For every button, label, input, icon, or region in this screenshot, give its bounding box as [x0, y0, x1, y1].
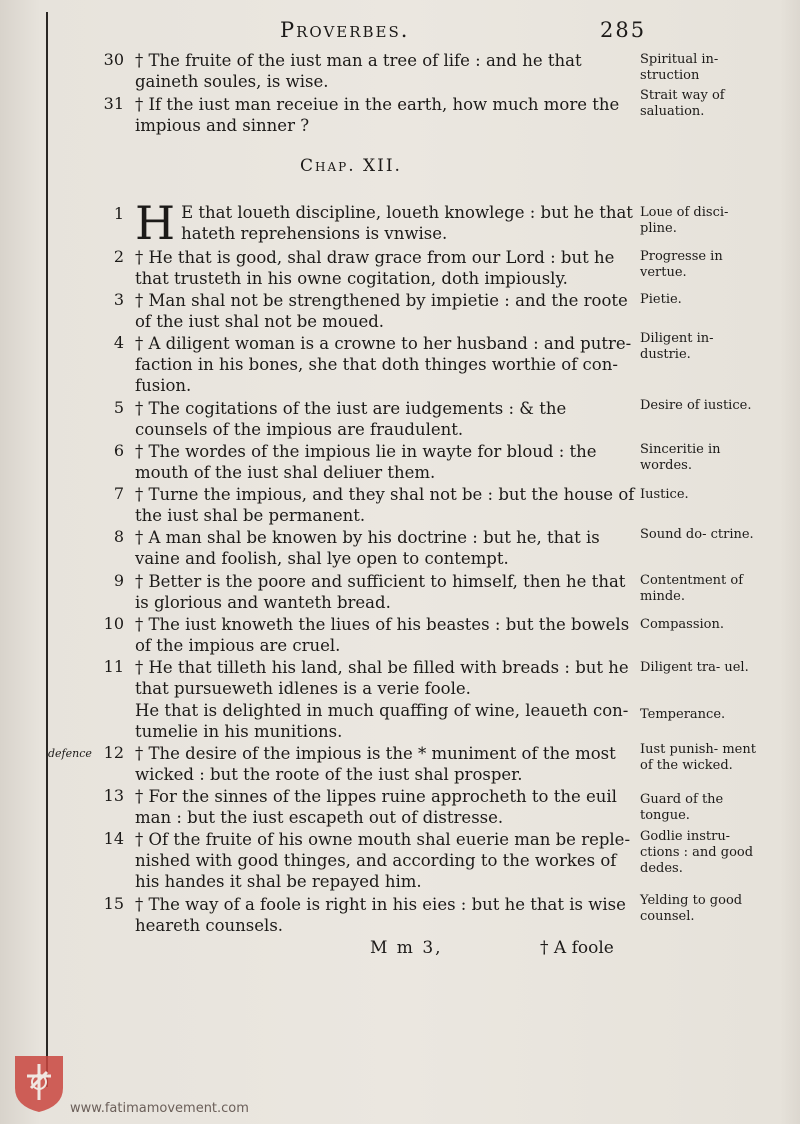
margin-note: Contentment of minde.: [640, 573, 744, 604]
verse-text: † If the iust man receiue in the earth, how much more the impious and sinner ?: [135, 95, 620, 135]
margin-note: Spiritual in- struction: [640, 52, 719, 83]
verse-text: † The iust knoweth the liues of his beastes : but the bowels of the impious are cruel.: [135, 615, 630, 655]
verse-number: 10: [103, 614, 124, 633]
verse-number: 5: [113, 398, 124, 417]
verse-number: 30: [103, 50, 124, 69]
page-number: 285: [600, 18, 647, 42]
verse-number: 7: [113, 484, 124, 503]
margin-note: Temperance.: [640, 707, 726, 722]
verse-number: 12: [103, 743, 124, 762]
verse-number: 11: [103, 657, 124, 676]
verse-text: † Turne the impious, and they shal not be : but the house of the iust shal be permanent.: [135, 485, 635, 525]
shield-logo-icon: [13, 1054, 65, 1114]
catchword: † A foole: [540, 938, 614, 958]
verse-text: † Better is the poore and sufficient to himself, then he that is glorious and wanteth bread.: [135, 572, 626, 612]
verse-number: 14: [103, 829, 124, 848]
verse-number: 8: [113, 527, 124, 546]
margin-note: Strait way of saluation.: [640, 88, 725, 119]
verse-number: 15: [103, 894, 124, 913]
margin-note: Pietie.: [640, 292, 682, 307]
verse-text: † He that tilleth his land, shal be filled with breads : but he that pursueweth idlenes is a verie foole.: [135, 658, 629, 698]
verse-number: 1: [113, 204, 124, 223]
verse-text: † For the sinnes of the lippes ruine approcheth to the euil man : but the iust escapeth out of distresse.: [135, 787, 617, 827]
margin-note: Progresse in vertue.: [640, 249, 723, 280]
margin-note: Compassion.: [640, 617, 725, 632]
margin-note: Diligent in- dustrie.: [640, 331, 714, 362]
signature-mark: M m 3,: [370, 938, 443, 958]
watermark-site: www.fatimamovement.com: [70, 1101, 249, 1116]
verse-text: † He that is good, shal draw grace from our Lord : but he that trusteth in his owne cogitation, doth impiously.: [135, 248, 615, 288]
verse-text: He that is delighted in much quaffing of wine, leaueth con- tumelie in his munitions.: [135, 701, 629, 741]
verse-number: 2: [113, 247, 124, 266]
margin-note: Diligent tra- uel.: [640, 660, 749, 675]
margin-note: Iustice.: [640, 487, 689, 502]
verse-text: † A diligent woman is a crowne to her husband : and putre- faction in his bones, she that doth thinges worthie of con- fusion.: [135, 334, 632, 395]
verse-text: † The fruite of the iust man a tree of life : and he that gaineth soules, is wise.: [135, 51, 582, 91]
left-rule: [46, 12, 48, 1087]
verse-number: 9: [113, 571, 124, 590]
verse-number: 13: [103, 786, 124, 805]
verse-text: † The desire of the impious is the * muniment of the most wicked : but the roote of the iust shal prosper.: [135, 744, 616, 784]
verse-text: † The wordes of the impious lie in wayte for bloud : the mouth of the iust shal deliuer them.: [135, 442, 597, 482]
margin-note: Guard of the tongue.: [640, 792, 724, 823]
verse-text: † The cogitations of the iust are iudgements : & the counsels of the impious are fraudulent.: [135, 399, 567, 439]
verse-number: 31: [103, 94, 124, 113]
verse-text: [135, 196, 637, 250]
left-margin-note: defence: [48, 747, 92, 760]
margin-note: Loue of disci- pline.: [640, 205, 729, 236]
verse-number: 6: [113, 441, 124, 460]
verse-text: † A man shal be knowen by his doctrine : but he, that is vaine and foolish, shal lye open to contempt.: [135, 528, 600, 568]
margin-note: Yelding to good counsel.: [640, 893, 743, 924]
margin-note: Godlie instru- ctions : and good dedes.: [640, 829, 754, 876]
margin-note: Sinceritie in wordes.: [640, 442, 721, 473]
verse-text: † The way of a foole is right in his eies : but he that is wise heareth counsels.: [135, 895, 626, 935]
verse-text: † Of the fruite of his owne mouth shal euerie man be reple- nished with good thinges, and according to the workes of his handes it shal be repayed him.: [135, 830, 631, 891]
drop-cap: H: [135, 196, 176, 250]
running-head: Proverbes.: [280, 18, 410, 42]
margin-note: Sound do- ctrine.: [640, 527, 754, 542]
verse-body: E that loueth discipline, loueth knowlege : but he that hateth reprehensions is vnwise.: [181, 203, 633, 243]
margin-note: Iust punish- ment of the wicked.: [640, 742, 756, 773]
verse-number: 3: [113, 290, 124, 309]
margin-note: Desire of iustice.: [640, 398, 752, 413]
verse-number: 4: [113, 333, 124, 352]
chapter-heading: Chap. XII.: [300, 156, 402, 176]
verse-text: † Man shal not be strengthened by impietie : and the roote of the iust shal not be moued.: [135, 291, 628, 331]
